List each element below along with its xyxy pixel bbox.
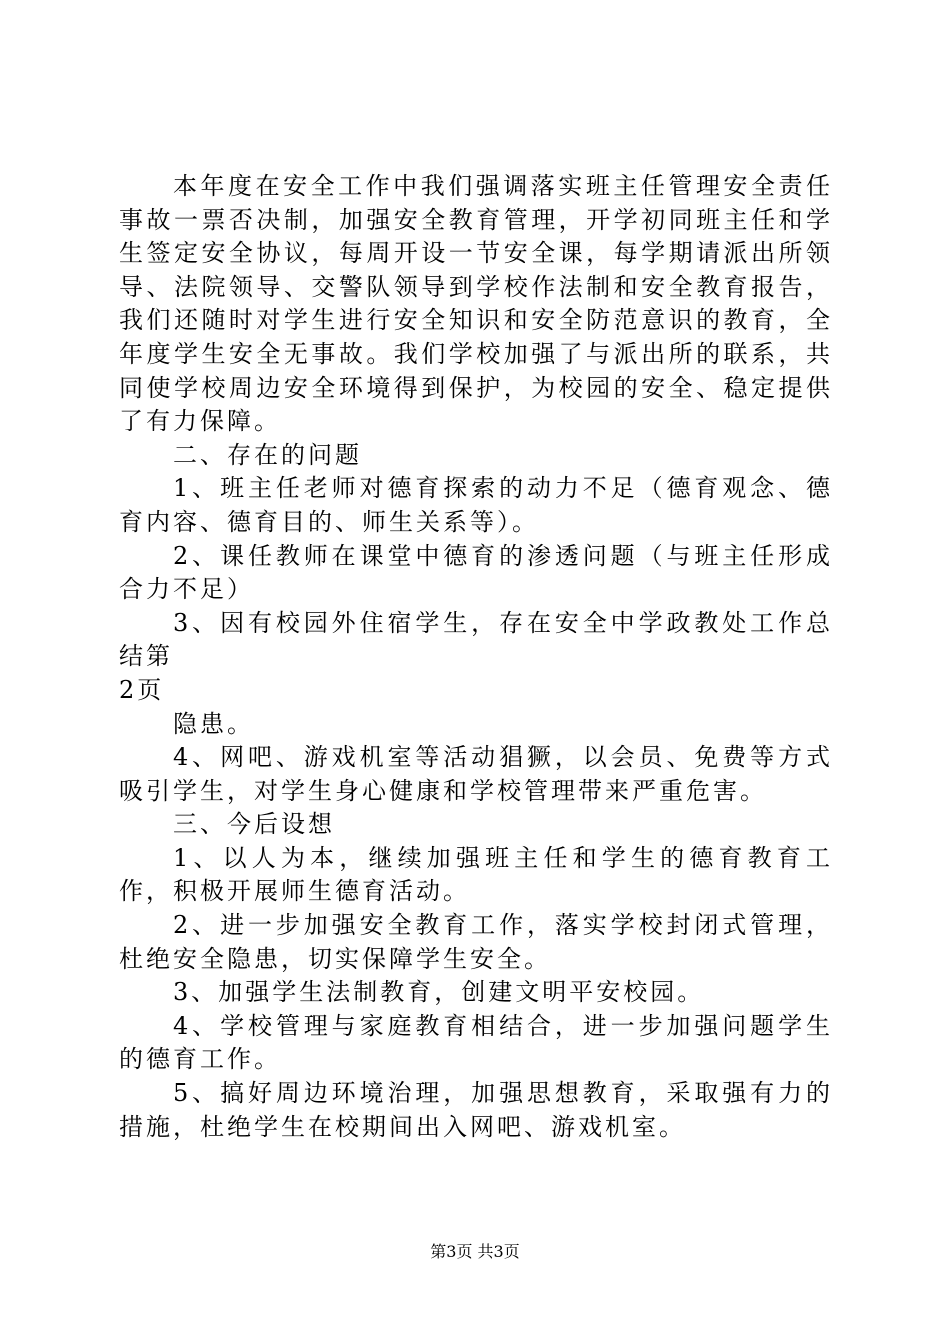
paragraph-safety-work: 本年度在安全工作中我们强调落实班主任管理安全责任事故一票否决制，加强安全教育管理，开学初同班主任和学生签定安全协议，每周开设一节安全课，每学期请派出所领导、法院领导、交警队领导到学校作法制和安全教育报告，我们还随时对学生进行安全知识和安全防范意识的教育，全年度学生安全无事故。我们学校加强了与派出所的联系，共同使学校周边安全环境得到保护，为校园的安全、稳定提供了有力保障。 [119,172,833,436]
problem-item-3-continuation: 隐患。 [173,709,254,738]
page-footer [0,1242,950,1262]
heading-existing-problems: 二、存在的问题 [173,440,362,469]
plan-item-3: 3、加强学生法制教育，创建文明平安校园。 [173,978,705,1007]
problem-item-1: 1、班主任老师对德育探索的动力不足（德育观念、德育内容、德育目的、师生关系等）。 [119,474,833,536]
page-break-label: 2页 [119,675,165,704]
heading-future-plans: 三、今后设想 [173,810,335,839]
problem-item-2: 2、课任教师在课堂中德育的渗透问题（与班主任形成合力不足） [119,541,833,604]
problem-item-4: 4、网吧、游戏机室等活动猖獗，以会员、免费等方式吸引学生，对学生身心健康和学校管理带来严重危害。 [119,743,833,805]
plan-item-4: 4、学校管理与家庭教育相结合，进一步加强问题学生的德育工作。 [119,1011,833,1074]
page-number-label: 第3页 共3页 [430,1242,520,1261]
document-body [119,170,833,1144]
plan-item-5: 5、搞好周边环境治理，加强思想教育，采取强有力的措施，杜绝学生在校期间出入网吧、游戏机室。 [119,1079,833,1141]
problem-item-3: 3、因有校园外住宿学生，存在安全中学政教处工作总结第 [119,608,833,671]
plan-item-1: 1、以人为本，继续加强班主任和学生的德育教育工作，积极开展师生德育活动。 [119,843,833,906]
plan-item-2: 2、进一步加强安全教育工作，落实学校封闭式管理，杜绝安全隐患，切实保障学生安全。 [119,911,833,973]
